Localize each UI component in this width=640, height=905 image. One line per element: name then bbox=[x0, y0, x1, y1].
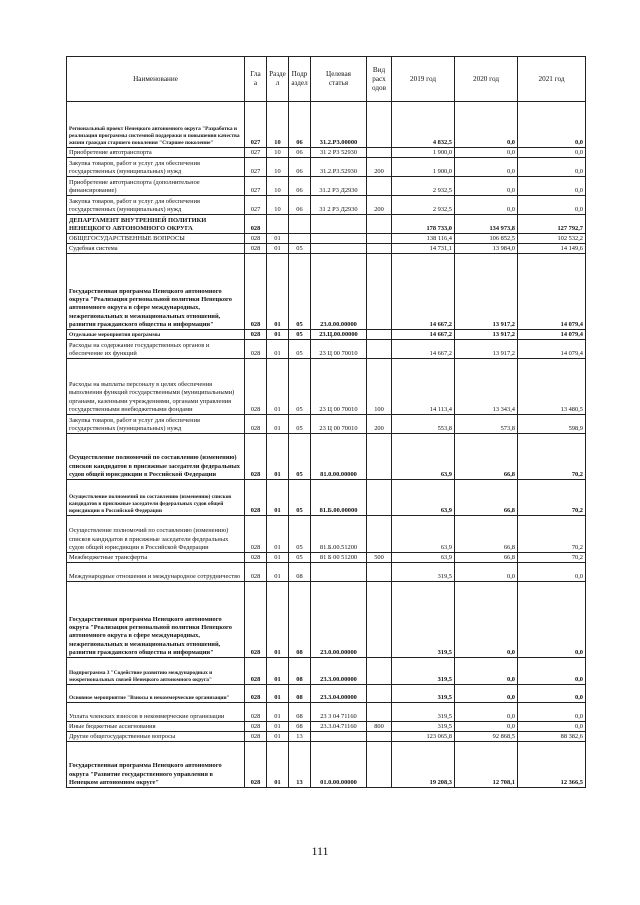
row-2019-cell: 1 900,0 bbox=[392, 148, 455, 158]
row-2019-cell: 319,5 bbox=[392, 658, 455, 685]
row-target-cell: 23 Ц 00 70010 bbox=[311, 359, 367, 415]
row-name-cell: Закупка товаров, работ и услуг для обеспечения государственных (муниципальных) нужд bbox=[67, 196, 245, 215]
row-podrazdel-cell: 05 bbox=[289, 516, 311, 553]
row-2019-cell: 63,9 bbox=[392, 434, 455, 480]
row-2019-cell: 319,5 bbox=[392, 685, 455, 703]
row-2021-cell: 0,0 bbox=[518, 722, 586, 732]
row-razdel-cell: 01 bbox=[267, 582, 289, 658]
row-podrazdel-cell: 05 bbox=[289, 415, 311, 434]
row-2021-cell: 70,2 bbox=[518, 434, 586, 480]
row-exp-type-cell: 200 bbox=[367, 158, 392, 177]
row-target-cell: 23 Ц 00 70010 bbox=[311, 415, 367, 434]
row-exp-type-cell: 500 bbox=[367, 553, 392, 563]
table-header-row bbox=[67, 57, 586, 102]
row-podrazdel-cell: 05 bbox=[289, 340, 311, 359]
row-razdel-cell: 01 bbox=[267, 742, 289, 788]
row-razdel-cell: 01 bbox=[267, 685, 289, 703]
row-razdel-cell: 10 bbox=[267, 196, 289, 215]
row-exp-type-cell bbox=[367, 102, 392, 148]
row-2020-cell: 0,0 bbox=[455, 102, 518, 148]
row-glava-cell: 028 bbox=[245, 742, 267, 788]
row-target-cell: 31.2.P3.52930 bbox=[311, 158, 367, 177]
row-glava-cell: 028 bbox=[245, 553, 267, 563]
row-exp-type-cell bbox=[367, 434, 392, 480]
row-name-cell: Закупка товаров, работ и услуг для обеспечения государственных (муниципальных) нужд bbox=[67, 415, 245, 434]
row-2019-cell: 19 208,3 bbox=[392, 742, 455, 788]
table-row bbox=[67, 434, 586, 480]
header-2019: 2019 год bbox=[392, 57, 455, 102]
row-glava-cell: 028 bbox=[245, 582, 267, 658]
row-name-cell: Осуществление полномочий по составлению (изменению) списков кандидатов в присяжные заседатели федеральных судов общей юрисдикции в Российской Федерации bbox=[67, 516, 245, 553]
row-name-cell: Приобретение автотранспорта bbox=[67, 148, 245, 158]
row-podrazdel-cell: 05 bbox=[289, 359, 311, 415]
row-target-cell: 23.3.00.00000 bbox=[311, 658, 367, 685]
row-2021-cell: 0,0 bbox=[518, 102, 586, 148]
row-target-cell: 31.2 P3 Д2930 bbox=[311, 177, 367, 196]
row-name-cell: Межбюджетные трансферты bbox=[67, 553, 245, 563]
row-target-cell: 23.3.04.00000 bbox=[311, 685, 367, 703]
row-2019-cell: 63,9 bbox=[392, 516, 455, 553]
row-2021-cell: 14 079,4 bbox=[518, 340, 586, 359]
row-target-cell bbox=[311, 244, 367, 254]
row-2019-cell: 319,5 bbox=[392, 563, 455, 582]
row-podrazdel-cell: 08 bbox=[289, 582, 311, 658]
row-exp-type-cell bbox=[367, 480, 392, 516]
row-podrazdel-cell: 05 bbox=[289, 434, 311, 480]
row-2021-cell: 14 079,4 bbox=[518, 330, 586, 340]
row-razdel-cell: 10 bbox=[267, 158, 289, 177]
row-podrazdel-cell: 06 bbox=[289, 102, 311, 148]
row-name-cell: Иные бюджетные ассигнования bbox=[67, 722, 245, 732]
table-row bbox=[67, 582, 586, 658]
row-podrazdel-cell bbox=[289, 234, 311, 244]
row-2019-cell: 553,8 bbox=[392, 415, 455, 434]
row-podrazdel-cell: 05 bbox=[289, 254, 311, 330]
row-razdel-cell: 01 bbox=[267, 234, 289, 244]
row-glava-cell: 027 bbox=[245, 158, 267, 177]
row-razdel-cell: 10 bbox=[267, 102, 289, 148]
header-exp-type: Вид расх одов bbox=[367, 57, 392, 102]
row-glava-cell: 028 bbox=[245, 563, 267, 582]
table-row bbox=[67, 742, 586, 788]
table-row bbox=[67, 330, 586, 340]
row-target-cell: 31 2 P3 Д2930 bbox=[311, 196, 367, 215]
row-2021-cell: 0,0 bbox=[518, 658, 586, 685]
row-exp-type-cell bbox=[367, 330, 392, 340]
row-razdel-cell: 01 bbox=[267, 340, 289, 359]
row-glava-cell: 028 bbox=[245, 330, 267, 340]
row-2021-cell: 14 079,4 bbox=[518, 254, 586, 330]
row-exp-type-cell bbox=[367, 563, 392, 582]
row-exp-type-cell bbox=[367, 254, 392, 330]
row-exp-type-cell bbox=[367, 177, 392, 196]
row-podrazdel-cell: 13 bbox=[289, 732, 311, 742]
row-glava-cell: 028 bbox=[245, 359, 267, 415]
table-row bbox=[67, 244, 586, 254]
row-2019-cell: 2 932,5 bbox=[392, 196, 455, 215]
row-exp-type-cell bbox=[367, 703, 392, 722]
table-row bbox=[67, 234, 586, 244]
row-razdel-cell: 10 bbox=[267, 177, 289, 196]
row-2019-cell: 178 733,0 bbox=[392, 215, 455, 234]
row-razdel-cell bbox=[267, 215, 289, 234]
row-2021-cell: 598,9 bbox=[518, 415, 586, 434]
row-target-cell: 81.0.00.00000 bbox=[311, 434, 367, 480]
row-2020-cell: 13 984,0 bbox=[455, 244, 518, 254]
table-row bbox=[67, 196, 586, 215]
row-2020-cell: 0,0 bbox=[455, 703, 518, 722]
row-glava-cell: 027 bbox=[245, 196, 267, 215]
budget-table-wrapper bbox=[66, 56, 586, 788]
row-name-cell: ДЕПАРТАМЕНТ ВНУТРЕННЕЙ ПОЛИТИКИ НЕНЕЦКОГО АВТОНОМНОГО ОКРУГА bbox=[67, 215, 245, 234]
row-target-cell bbox=[311, 563, 367, 582]
row-2020-cell: 0,0 bbox=[455, 685, 518, 703]
table-row bbox=[67, 658, 586, 685]
header-target: Целевая статья bbox=[311, 57, 367, 102]
row-podrazdel-cell: 05 bbox=[289, 244, 311, 254]
row-2019-cell: 123 065,8 bbox=[392, 732, 455, 742]
row-2020-cell: 66,8 bbox=[455, 480, 518, 516]
row-podrazdel-cell: 06 bbox=[289, 158, 311, 177]
row-podrazdel-cell: 13 bbox=[289, 742, 311, 788]
row-2019-cell: 14 667,2 bbox=[392, 340, 455, 359]
row-2020-cell: 0,0 bbox=[455, 722, 518, 732]
row-2020-cell: 13 917,2 bbox=[455, 340, 518, 359]
row-exp-type-cell bbox=[367, 516, 392, 553]
table-row bbox=[67, 359, 586, 415]
row-razdel-cell: 01 bbox=[267, 330, 289, 340]
row-exp-type-cell bbox=[367, 340, 392, 359]
row-razdel-cell: 01 bbox=[267, 359, 289, 415]
row-glava-cell: 027 bbox=[245, 148, 267, 158]
row-2019-cell: 1 900,0 bbox=[392, 158, 455, 177]
row-target-cell bbox=[311, 215, 367, 234]
row-name-cell: Международные отношения и международное сотрудничество bbox=[67, 563, 245, 582]
row-2020-cell: 134 973,8 bbox=[455, 215, 518, 234]
row-2019-cell: 319,5 bbox=[392, 703, 455, 722]
row-2021-cell: 0,0 bbox=[518, 703, 586, 722]
row-2020-cell: 66,8 bbox=[455, 516, 518, 553]
row-glava-cell: 027 bbox=[245, 102, 267, 148]
row-2020-cell: 0,0 bbox=[455, 177, 518, 196]
row-glava-cell: 028 bbox=[245, 415, 267, 434]
table-row bbox=[67, 553, 586, 563]
row-name-cell: Расходы на выплаты персоналу в целях обеспечения выполнения функций государственными (муниципальными) органами, казенными учреждениями, органами управления государственными внебюджетными фондами bbox=[67, 359, 245, 415]
row-razdel-cell: 01 bbox=[267, 244, 289, 254]
row-exp-type-cell bbox=[367, 244, 392, 254]
row-2019-cell: 63,9 bbox=[392, 553, 455, 563]
row-name-cell: Отдельные мероприятия программы bbox=[67, 330, 245, 340]
row-razdel-cell: 01 bbox=[267, 563, 289, 582]
row-name-cell: Осуществление полномочий по составлению (изменению) списков кандидатов в присяжные заседатели федеральных судов общей юрисдикции в Российской Федерации bbox=[67, 434, 245, 480]
row-exp-type-cell bbox=[367, 148, 392, 158]
row-target-cell: 23.0.00.00000 bbox=[311, 254, 367, 330]
table-row bbox=[67, 340, 586, 359]
row-target-cell bbox=[311, 234, 367, 244]
table-row bbox=[67, 563, 586, 582]
header-glava: Гла а bbox=[245, 57, 267, 102]
row-exp-type-cell bbox=[367, 742, 392, 788]
row-name-cell: Государственная программа Ненецкого автономного округа "Реализация региональной политики Ненецкого автономного округа в сфере международных, межрегиональных и межнациональных отношений, развития гражданского общества и информации" bbox=[67, 254, 245, 330]
row-exp-type-cell bbox=[367, 732, 392, 742]
row-target-cell: 81 Б 00 51200 bbox=[311, 553, 367, 563]
table-row bbox=[67, 685, 586, 703]
row-name-cell: Подпрограмма 3 "Содействие развитию международных и межрегиональных связей Ненецкого автономного округа" bbox=[67, 658, 245, 685]
row-2021-cell: 0,0 bbox=[518, 582, 586, 658]
header-2021: 2021 год bbox=[518, 57, 586, 102]
row-podrazdel-cell: 08 bbox=[289, 658, 311, 685]
row-2021-cell: 0,0 bbox=[518, 685, 586, 703]
row-2020-cell: 92 868,5 bbox=[455, 732, 518, 742]
row-2021-cell: 102 532,2 bbox=[518, 234, 586, 244]
row-2021-cell: 70,2 bbox=[518, 553, 586, 563]
row-razdel-cell: 01 bbox=[267, 254, 289, 330]
row-podrazdel-cell: 08 bbox=[289, 703, 311, 722]
row-2021-cell: 88 382,6 bbox=[518, 732, 586, 742]
row-name-cell: Расходы на содержание государственных органов и обеспечение их функций bbox=[67, 340, 245, 359]
row-name-cell: Другие общегосударственные вопросы bbox=[67, 732, 245, 742]
row-2020-cell: 0,0 bbox=[455, 148, 518, 158]
row-target-cell: 23.3.04.71160 bbox=[311, 722, 367, 732]
row-exp-type-cell: 200 bbox=[367, 196, 392, 215]
row-2021-cell: 0,0 bbox=[518, 196, 586, 215]
row-2021-cell: 70,2 bbox=[518, 516, 586, 553]
row-2019-cell: 14 667,2 bbox=[392, 330, 455, 340]
row-target-cell: 31.2.P3.00000 bbox=[311, 102, 367, 148]
row-podrazdel-cell: 06 bbox=[289, 177, 311, 196]
row-2020-cell: 0,0 bbox=[455, 563, 518, 582]
row-2020-cell: 0,0 bbox=[455, 158, 518, 177]
row-target-cell bbox=[311, 732, 367, 742]
row-target-cell: 81.Б.00.51200 bbox=[311, 516, 367, 553]
row-2020-cell: 106 852,5 bbox=[455, 234, 518, 244]
row-target-cell: 23.0.00.00000 bbox=[311, 582, 367, 658]
row-razdel-cell: 01 bbox=[267, 434, 289, 480]
row-podrazdel-cell: 08 bbox=[289, 563, 311, 582]
row-exp-type-cell bbox=[367, 658, 392, 685]
row-podrazdel-cell: 05 bbox=[289, 553, 311, 563]
row-podrazdel-cell: 08 bbox=[289, 722, 311, 732]
row-glava-cell: 028 bbox=[245, 340, 267, 359]
row-target-cell: 23 3 04 71160 bbox=[311, 703, 367, 722]
row-2021-cell: 127 792,7 bbox=[518, 215, 586, 234]
row-2019-cell: 63,9 bbox=[392, 480, 455, 516]
row-name-cell: ОБЩЕГОСУДАРСТВЕННЫЕ ВОПРОСЫ bbox=[67, 234, 245, 244]
row-glava-cell: 028 bbox=[245, 480, 267, 516]
row-glava-cell: 028 bbox=[245, 722, 267, 732]
row-glava-cell: 028 bbox=[245, 254, 267, 330]
row-podrazdel-cell: 06 bbox=[289, 148, 311, 158]
row-2020-cell: 0,0 bbox=[455, 196, 518, 215]
row-2020-cell: 66,8 bbox=[455, 553, 518, 563]
table-row bbox=[67, 480, 586, 516]
row-2020-cell: 13 917,2 bbox=[455, 254, 518, 330]
row-podrazdel-cell: 08 bbox=[289, 685, 311, 703]
table-row bbox=[67, 703, 586, 722]
row-podrazdel-cell: 05 bbox=[289, 330, 311, 340]
row-2021-cell: 70,2 bbox=[518, 480, 586, 516]
row-2021-cell: 0,0 bbox=[518, 148, 586, 158]
table-row bbox=[67, 148, 586, 158]
row-2020-cell: 573,8 bbox=[455, 415, 518, 434]
row-name-cell: Региональный проект Ненецкого автономного округа "Разработка и реализация программы системной поддержки и повышения качества жизни граждан старшего поколения "Старшее поколение" bbox=[67, 102, 245, 148]
row-glava-cell: 028 bbox=[245, 732, 267, 742]
row-target-cell: 81.Б.00.00000 bbox=[311, 480, 367, 516]
row-exp-type-cell: 100 bbox=[367, 359, 392, 415]
table-row bbox=[67, 102, 586, 148]
row-razdel-cell: 01 bbox=[267, 658, 289, 685]
row-2020-cell: 13 917,2 bbox=[455, 330, 518, 340]
row-glava-cell: 028 bbox=[245, 434, 267, 480]
row-podrazdel-cell bbox=[289, 215, 311, 234]
table-row bbox=[67, 722, 586, 732]
row-2020-cell: 13 343,4 bbox=[455, 359, 518, 415]
row-glava-cell: 028 bbox=[245, 516, 267, 553]
row-name-cell: Государственная программа Ненецкого автономного округа "Развитие государственного управления в Ненецком автономном округе" bbox=[67, 742, 245, 788]
table-row bbox=[67, 732, 586, 742]
row-glava-cell: 028 bbox=[245, 685, 267, 703]
header-podrazdel: Подр аздел bbox=[289, 57, 311, 102]
row-2019-cell: 319,5 bbox=[392, 582, 455, 658]
row-2020-cell: 0,0 bbox=[455, 582, 518, 658]
row-2020-cell: 0,0 bbox=[455, 658, 518, 685]
row-glava-cell: 027 bbox=[245, 177, 267, 196]
table-row bbox=[67, 177, 586, 196]
row-razdel-cell: 01 bbox=[267, 516, 289, 553]
row-2019-cell: 4 832,5 bbox=[392, 102, 455, 148]
row-podrazdel-cell: 05 bbox=[289, 480, 311, 516]
row-razdel-cell: 01 bbox=[267, 415, 289, 434]
row-glava-cell: 028 bbox=[245, 658, 267, 685]
header-name: Наименование bbox=[67, 57, 245, 102]
row-razdel-cell: 01 bbox=[267, 553, 289, 563]
table-row bbox=[67, 415, 586, 434]
row-glava-cell: 028 bbox=[245, 244, 267, 254]
row-2021-cell: 12 366,5 bbox=[518, 742, 586, 788]
row-razdel-cell: 01 bbox=[267, 732, 289, 742]
row-2021-cell: 0,0 bbox=[518, 563, 586, 582]
row-2019-cell: 319,5 bbox=[392, 722, 455, 732]
row-target-cell: 23.Ц.00.00000 bbox=[311, 330, 367, 340]
table-body bbox=[67, 102, 586, 788]
row-name-cell: Уплата членских взносов в некоммерческие организации bbox=[67, 703, 245, 722]
row-name-cell: Основное мероприятие "Взносы в некоммерческие организации" bbox=[67, 685, 245, 703]
row-target-cell: 23 Ц 00 70010 bbox=[311, 340, 367, 359]
table-row bbox=[67, 215, 586, 234]
row-exp-type-cell bbox=[367, 582, 392, 658]
table-row bbox=[67, 516, 586, 553]
row-2021-cell: 0,0 bbox=[518, 158, 586, 177]
row-2021-cell: 13 480,5 bbox=[518, 359, 586, 415]
row-exp-type-cell bbox=[367, 685, 392, 703]
row-2021-cell: 0,0 bbox=[518, 177, 586, 196]
row-razdel-cell: 10 bbox=[267, 148, 289, 158]
row-2020-cell: 12 708,1 bbox=[455, 742, 518, 788]
row-2019-cell: 2 932,5 bbox=[392, 177, 455, 196]
row-name-cell: Судебная система bbox=[67, 244, 245, 254]
row-2019-cell: 138 116,4 bbox=[392, 234, 455, 244]
page-number: 111 bbox=[311, 844, 329, 858]
header-razdel: Разде л bbox=[267, 57, 289, 102]
row-exp-type-cell: 200 bbox=[367, 415, 392, 434]
row-2021-cell: 14 149,6 bbox=[518, 244, 586, 254]
row-2019-cell: 14 113,4 bbox=[392, 359, 455, 415]
row-glava-cell: 028 bbox=[245, 234, 267, 244]
header-2020: 2020 год bbox=[455, 57, 518, 102]
row-2020-cell: 66,8 bbox=[455, 434, 518, 480]
table-row bbox=[67, 158, 586, 177]
row-exp-type-cell bbox=[367, 215, 392, 234]
row-name-cell: Приобретение автотранспорта (дополнительное финансирование) bbox=[67, 177, 245, 196]
row-exp-type-cell bbox=[367, 234, 392, 244]
row-name-cell: Государственная программа Ненецкого автономного округа "Реализация региональной политики Ненецкого автономного округа в сфере международных, межрегиональных и межнациональных отношений, развития гражданского общества и информации" bbox=[67, 582, 245, 658]
row-name-cell: Закупка товаров, работ и услуг для обеспечения государственных (муниципальных) нужд bbox=[67, 158, 245, 177]
row-glava-cell: 028 bbox=[245, 703, 267, 722]
row-2019-cell: 14 667,2 bbox=[392, 254, 455, 330]
row-razdel-cell: 01 bbox=[267, 722, 289, 732]
row-glava-cell: 028 bbox=[245, 215, 267, 234]
row-razdel-cell: 01 bbox=[267, 480, 289, 516]
row-name-cell: Осуществление полномочий по составлению (изменению) списков кандидатов в присяжные заседатели федеральных судов общей юрисдикции в Российской Федерации bbox=[67, 480, 245, 516]
row-exp-type-cell: 800 bbox=[367, 722, 392, 732]
table-row bbox=[67, 254, 586, 330]
budget-table bbox=[66, 56, 586, 788]
row-2019-cell: 14 731,1 bbox=[392, 244, 455, 254]
row-razdel-cell: 01 bbox=[267, 703, 289, 722]
row-podrazdel-cell: 06 bbox=[289, 196, 311, 215]
row-target-cell: 01.0.00.00000 bbox=[311, 742, 367, 788]
row-target-cell: 31 2 P3 52930 bbox=[311, 148, 367, 158]
